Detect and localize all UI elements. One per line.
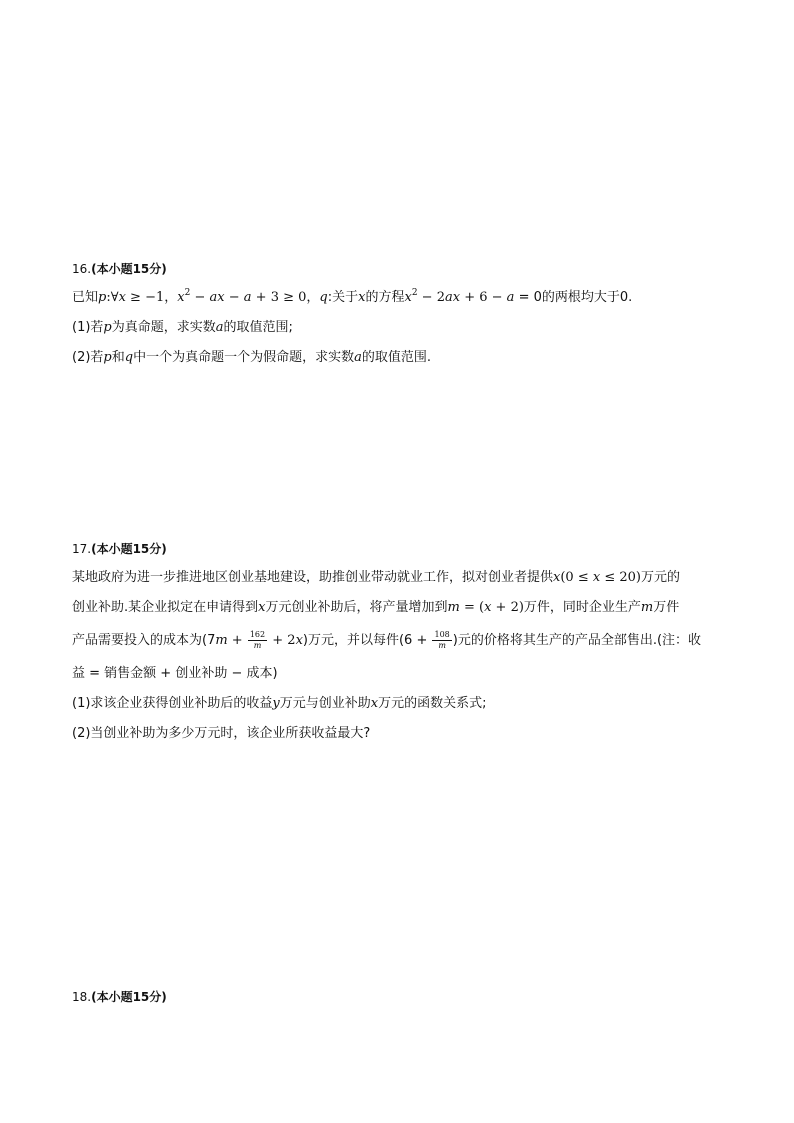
question-17 (72, 535, 728, 749)
question-points: (本小题15分) (91, 990, 167, 1004)
question-points: (本小题15分) (91, 262, 167, 276)
question-17-line-3: 产品需要投入的成本为(7m + $\frac{162}{m}$ + 2x)万元，并以每件(6 + $\frac{108}{m}$ )元的价格将其生产的产品全部售出.(注：收 (72, 630, 702, 650)
fraction-108-over-m: $\frac{108}{m}$ (434, 630, 450, 650)
question-16-part-1: (1)若p为真命题，求实数a的取值范围; (72, 320, 293, 335)
question-16-part-2: (2)若p和q中一个为真命题一个为假命题，求实数a的取值范围. (72, 350, 432, 365)
question-18-heading (72, 983, 728, 1011)
question-17-part-2: (2)当创业补助为多少万元时，该企业所获收益最大? (72, 726, 371, 741)
question-number: 16. (72, 262, 92, 276)
question-16-heading (72, 255, 728, 283)
question-17-part-1: (1)求该企业获得创业补助后的收益y万元与创业补助x万元的函数关系式; (72, 696, 487, 711)
question-17-line-2: 创业补助.某企业拟定在申请得到x万元创业补助后，将产量增加到m = (x + 2)万件，同时企业生产m万件 (72, 600, 680, 615)
question-points: (本小题15分) (91, 542, 167, 556)
question-18 (72, 983, 728, 1011)
question-number: 18. (72, 990, 92, 1004)
question-17-line-4: 益 = 销售金额 + 创业补助 − 成本) (72, 666, 278, 681)
fraction-162-over-m: $\frac{162}{m}$ (249, 630, 266, 650)
question-16-stem: 已知p:∀x ≥ −1，$x^2$ − ax − a + 3 ≥ 0，q:关于x的方程$x^2 - 2ax + 6 - a = 0$的两根均大于0. (72, 288, 633, 305)
question-16 (72, 255, 728, 373)
question-17-heading (72, 535, 728, 563)
question-number: 17. (72, 542, 92, 556)
question-17-line-1: 某地政府为进一步推进地区创业基地建设，助推创业带动就业工作，拟对创业者提供x(0 ≤ x ≤ 20)万元的 (72, 570, 680, 585)
